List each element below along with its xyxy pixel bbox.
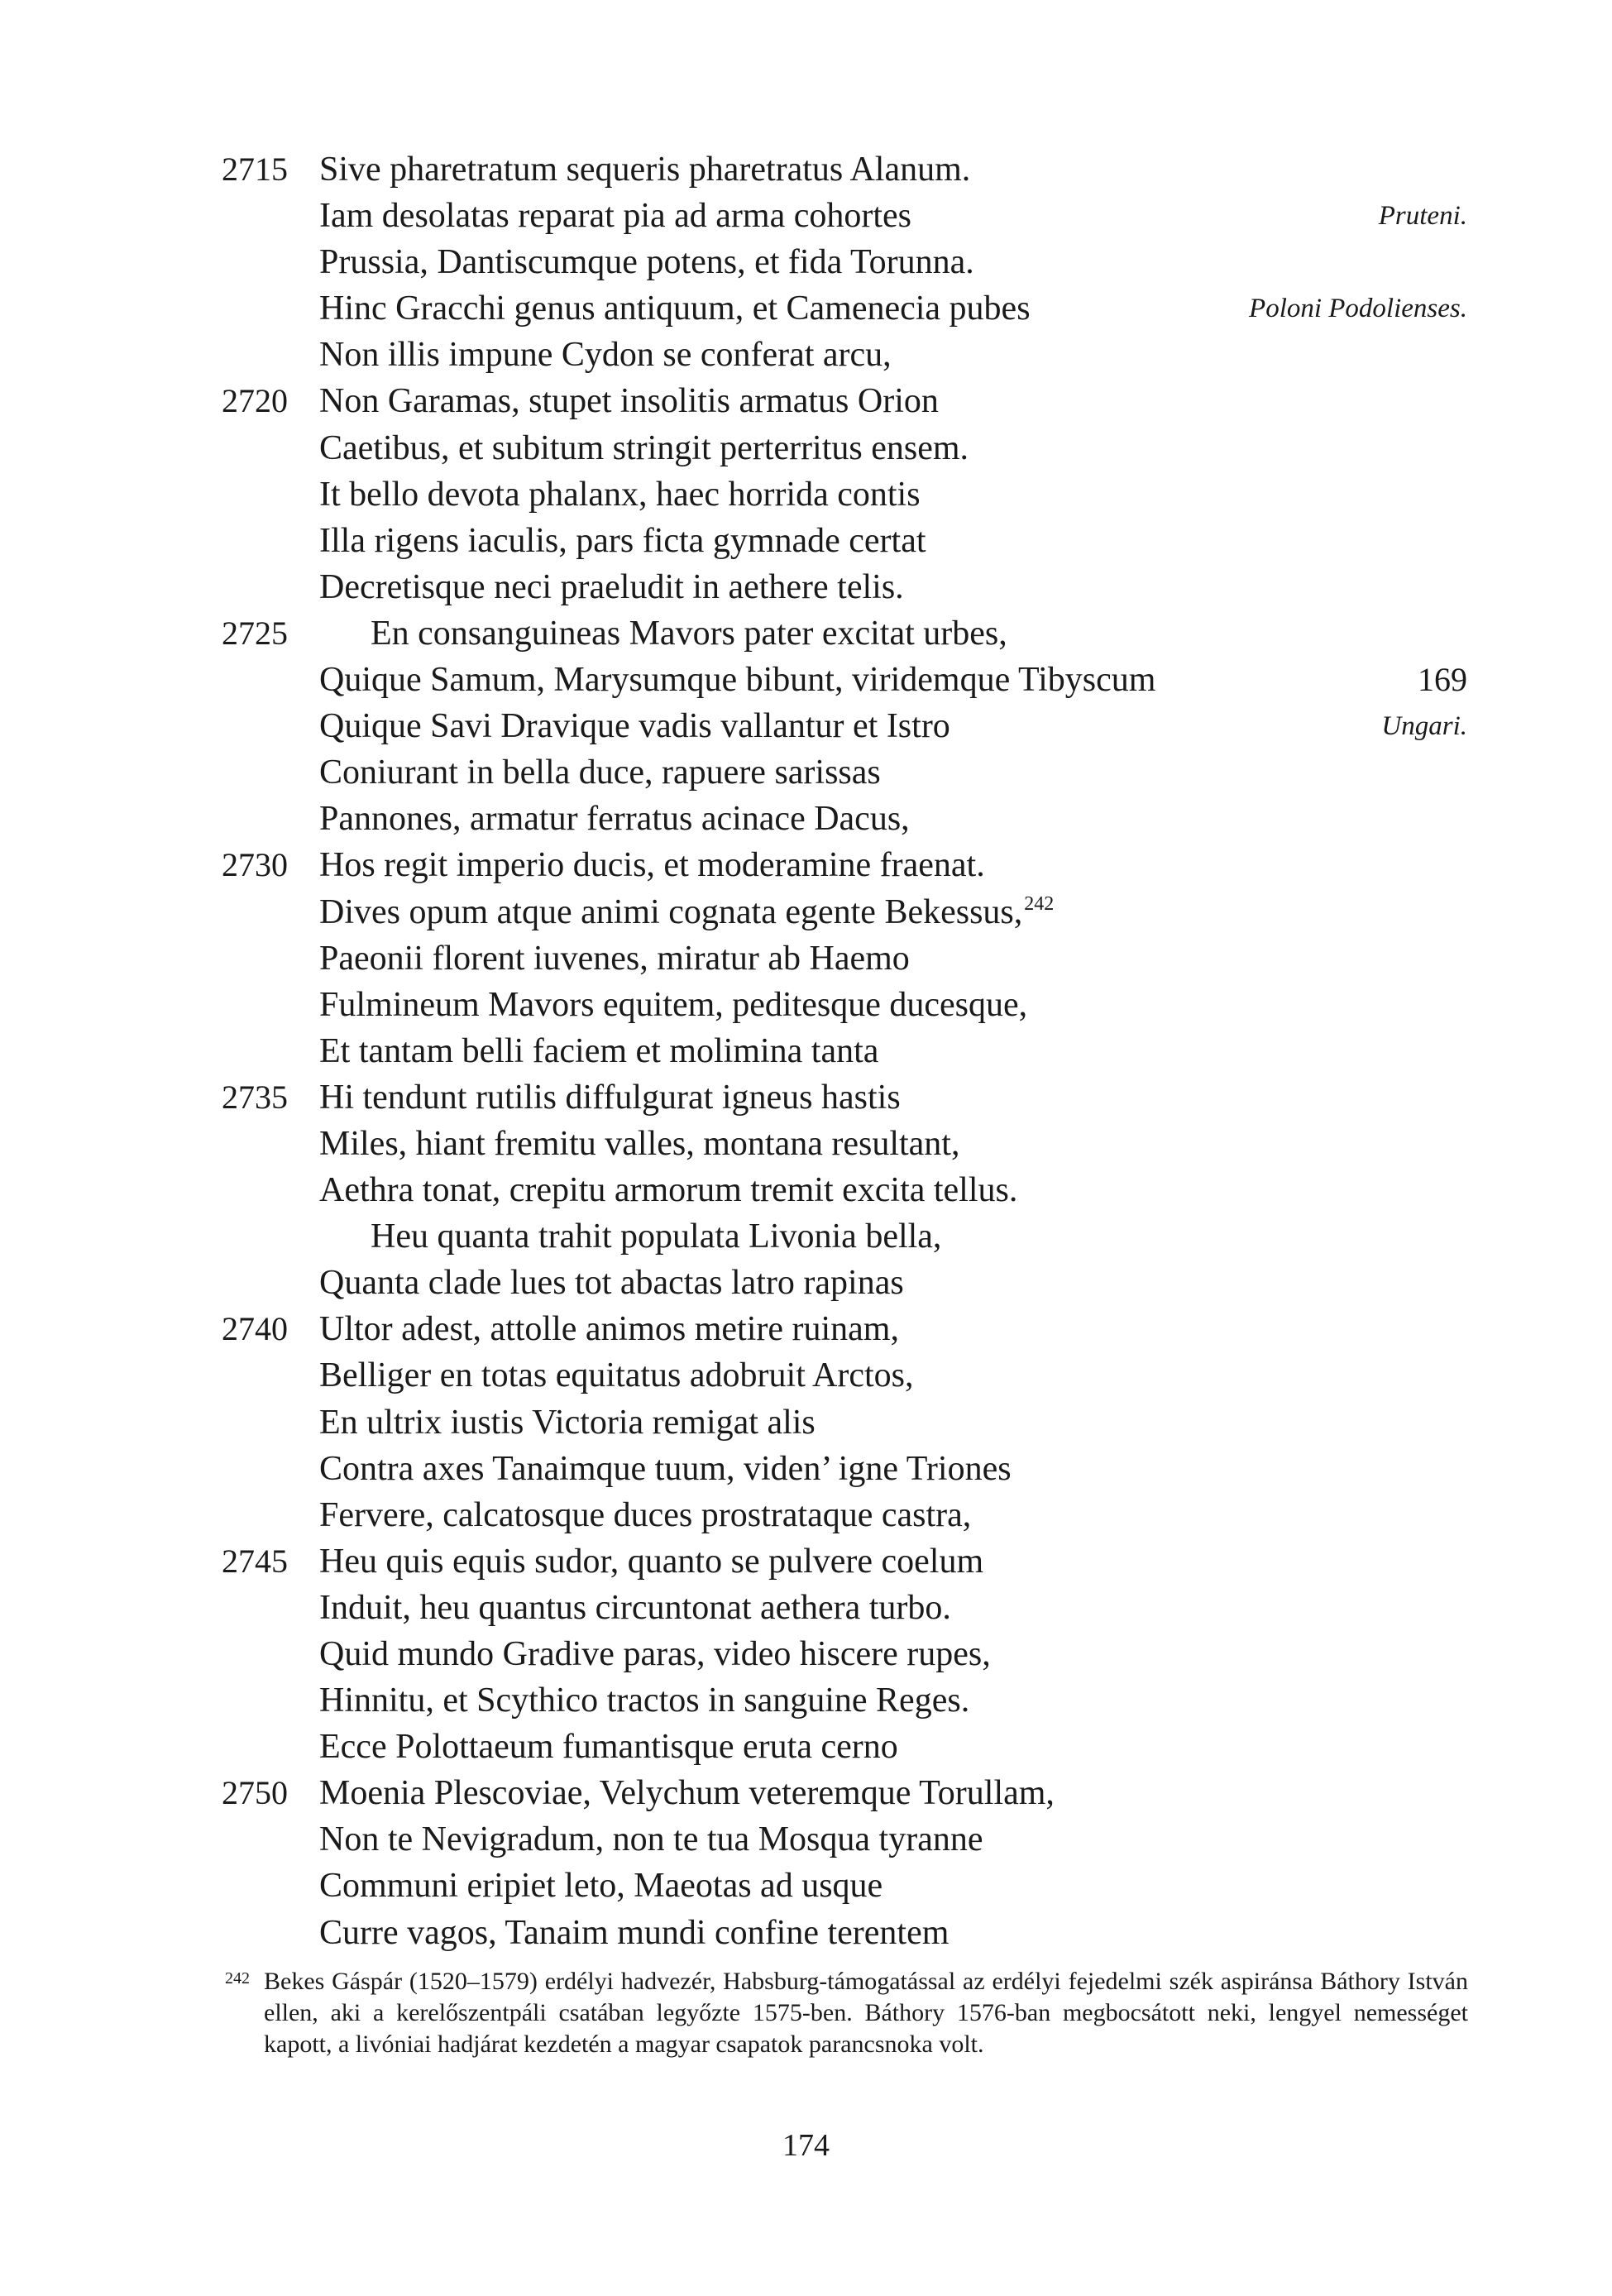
verse-text bbox=[319, 703, 950, 749]
verse-text bbox=[319, 564, 904, 610]
verse-text-content: Quique Samum, Marysumque bibunt, viridemque Tibyscum bbox=[319, 661, 1156, 700]
verse-line bbox=[0, 1121, 1612, 1167]
verse-line bbox=[0, 842, 1612, 888]
verse-text bbox=[319, 425, 969, 471]
verse-text bbox=[319, 193, 911, 239]
verse-line bbox=[0, 749, 1612, 796]
verse-text-content: Hi tendunt rutilis diffulgurat igneus hastis bbox=[319, 1078, 901, 1117]
verse-text-content: Fervere, calcatosque duces prostrataque castra, bbox=[319, 1495, 972, 1534]
verse-text-content: Moenia Plescoviae, Velychum veteremque Torullam, bbox=[319, 1774, 1055, 1813]
verse-text-content: Decretisque neci praeludit in aethere telis. bbox=[319, 567, 904, 606]
line-number: 2715 bbox=[222, 151, 288, 188]
margin-note: Ungari. bbox=[1381, 711, 1467, 742]
verse-text-content: Ultor adest, attolle animos metire ruinam, bbox=[319, 1310, 899, 1349]
verse-text bbox=[319, 1816, 983, 1863]
verse-line bbox=[0, 1399, 1612, 1446]
verse-text bbox=[371, 1213, 941, 1260]
verse-text bbox=[319, 1631, 991, 1677]
verse-text-content: Pannones, armatur ferratus acinace Dacus, bbox=[319, 800, 910, 839]
verse-line bbox=[0, 193, 1612, 239]
verse-line bbox=[0, 657, 1612, 703]
verse-line bbox=[0, 239, 1612, 285]
verse-text-content: Fulmineum Mavors equitem, peditesque ducesque, bbox=[319, 985, 1028, 1024]
verse-line bbox=[0, 1446, 1612, 1492]
verse-text bbox=[319, 1910, 949, 1956]
footnote bbox=[225, 1966, 1468, 2060]
verse-text-content: Non illis impune Cydon se conferat arcu, bbox=[319, 336, 892, 375]
verse-line bbox=[0, 1910, 1612, 1956]
verse-text bbox=[319, 749, 881, 796]
verse-line bbox=[0, 518, 1612, 564]
verse-text bbox=[319, 657, 1155, 703]
verse-text bbox=[319, 285, 1031, 332]
verse-text bbox=[319, 1352, 914, 1399]
verse-line bbox=[0, 425, 1612, 471]
verse-text bbox=[319, 1306, 899, 1352]
page-number: 174 bbox=[782, 2128, 830, 2163]
verse-line bbox=[0, 1492, 1612, 1538]
verse-text-content: Quique Savi Dravique vadis vallantur et Istro bbox=[319, 707, 950, 746]
verse-text-content: Illa rigens iaculis, pars ficta gymnade certat bbox=[319, 521, 926, 560]
verse-line bbox=[0, 1724, 1612, 1770]
verse-text-content: Curre vagos, Tanaim mundi confine terentem bbox=[319, 1913, 950, 1952]
verse-block bbox=[0, 146, 1612, 1956]
verse-line bbox=[0, 1167, 1612, 1213]
verse-text-content: Heu quanta trahit populata Livonia bella, bbox=[371, 1217, 942, 1256]
verse-line bbox=[0, 935, 1612, 982]
verse-line bbox=[0, 1770, 1612, 1816]
verse-text-content: Caetibus, et subitum stringit perterritus ensem. bbox=[319, 428, 969, 467]
verse-text bbox=[319, 796, 910, 842]
verse-text-content: Prussia, Dantiscumque potens, et fida Torunna. bbox=[319, 243, 974, 282]
verse-text-content: En ultrix iustis Victoria remigat alis bbox=[319, 1403, 816, 1442]
verse-text-content: Coniurant in bella duce, rapuere sarissas bbox=[319, 753, 881, 792]
verse-text bbox=[319, 1446, 1012, 1492]
verse-text bbox=[319, 1724, 898, 1770]
line-number: 2730 bbox=[222, 846, 288, 884]
verse-text bbox=[319, 935, 910, 982]
verse-text-content: Iam desolatas reparat pia ad arma cohortes bbox=[319, 197, 911, 236]
verse-text-content: Dives opum atque animi cognata egente Bekessus, bbox=[319, 892, 1023, 931]
verse-line bbox=[0, 1028, 1612, 1074]
verse-text bbox=[319, 518, 926, 564]
verse-line bbox=[0, 796, 1612, 842]
verse-text bbox=[319, 1399, 816, 1446]
verse-text-content: Hos regit imperio ducis, et moderamine fraenat. bbox=[319, 846, 985, 885]
verse-text-content: Heu quis equis sudor, quanto se pulvere coelum bbox=[319, 1542, 984, 1581]
verse-text-content: Non Garamas, stupet insolitis armatus Orion bbox=[319, 382, 939, 421]
verse-line bbox=[0, 146, 1612, 193]
line-number: 2740 bbox=[222, 1310, 288, 1348]
verse-line bbox=[0, 332, 1612, 378]
verse-text bbox=[319, 1538, 983, 1585]
footnote-reference[interactable]: 242 bbox=[1024, 892, 1055, 915]
verse-text-content: Hinc Gracchi genus antiquum, et Camenecia pubes bbox=[319, 289, 1031, 328]
original-page-marker: 169 bbox=[1418, 661, 1467, 699]
verse-text-content: Quid mundo Gradive paras, video hiscere rupes, bbox=[319, 1635, 991, 1673]
verse-line bbox=[0, 564, 1612, 610]
line-number: 2745 bbox=[222, 1542, 288, 1580]
footnote-number: 242 bbox=[225, 1969, 250, 1987]
verse-text-content: Et tantam belli faciem et molimina tanta bbox=[319, 1031, 879, 1070]
verse-text bbox=[319, 1028, 878, 1074]
verse-line bbox=[0, 1260, 1612, 1306]
verse-text-content: Ecce Polottaeum fumantisque eruta cerno bbox=[319, 1728, 898, 1767]
verse-line bbox=[0, 1863, 1612, 1909]
line-number: 2750 bbox=[222, 1774, 288, 1812]
verse-text bbox=[319, 982, 1027, 1028]
verse-text-content: Hinnitu, et Scythico tractos in sanguine Reges. bbox=[319, 1681, 970, 1720]
verse-line bbox=[0, 1585, 1612, 1631]
verse-line bbox=[0, 1538, 1612, 1585]
verse-text bbox=[319, 1121, 959, 1167]
margin-note: Poloni Podolienses. bbox=[1249, 294, 1467, 324]
verse-text bbox=[319, 239, 974, 285]
verse-text bbox=[319, 1074, 901, 1121]
verse-text bbox=[319, 146, 970, 193]
verse-text-content: Contra axes Tanaimque tuum, viden’ igne Triones bbox=[319, 1449, 1012, 1488]
verse-text bbox=[319, 471, 921, 518]
verse-text bbox=[319, 1677, 969, 1724]
verse-line bbox=[0, 610, 1612, 657]
verse-line bbox=[0, 1631, 1612, 1677]
verse-text-content: Sive pharetratum sequeris pharetratus Alanum. bbox=[319, 151, 971, 189]
verse-text bbox=[319, 378, 939, 424]
verse-text-content: Induit, heu quantus circuntonat aethera turbo. bbox=[319, 1588, 951, 1627]
verse-text-content: Non te Nevigradum, non te tua Mosqua tyranne bbox=[319, 1820, 983, 1859]
verse-line bbox=[0, 471, 1612, 518]
verse-line bbox=[0, 889, 1612, 935]
verse-text bbox=[319, 1167, 1017, 1213]
verse-text bbox=[319, 889, 1054, 940]
verse-line bbox=[0, 1213, 1612, 1260]
verse-text bbox=[319, 332, 892, 378]
line-number: 2735 bbox=[222, 1078, 288, 1116]
verse-text-content: Paeonii florent iuvenes, miratur ab Haemo bbox=[319, 939, 910, 978]
verse-text-content: Quanta clade lues tot abactas latro rapinas bbox=[319, 1264, 904, 1303]
verse-text-content: En consanguineas Mavors pater excitat urbes, bbox=[371, 614, 1007, 653]
verse-line bbox=[0, 1677, 1612, 1724]
verse-text-content: Belliger en totas equitatus adobruit Arctos, bbox=[319, 1356, 914, 1395]
verse-line bbox=[0, 285, 1612, 332]
verse-text bbox=[319, 1585, 951, 1631]
margin-note: Pruteni. bbox=[1378, 201, 1467, 232]
verse-text-content: It bello devota phalanx, haec horrida contis bbox=[319, 475, 921, 514]
verse-line bbox=[0, 703, 1612, 749]
verse-line bbox=[0, 982, 1612, 1028]
verse-text bbox=[319, 1260, 904, 1306]
verse-text-content: Communi eripiet leto, Maeotas ad usque bbox=[319, 1867, 883, 1906]
verse-text bbox=[319, 1863, 883, 1909]
verse-text bbox=[319, 1492, 971, 1538]
verse-text-content: Miles, hiant fremitu valles, montana resultant, bbox=[319, 1124, 960, 1163]
verse-line bbox=[0, 1074, 1612, 1121]
verse-text bbox=[371, 610, 1007, 657]
footnote-text: Bekes Gáspár (1520–1579) erdélyi hadvezér, Habsburg-támogatással az erdélyi fejedelmi szék aspiránsa Báthory István ellen, aki a kerelőszentpáli csatában legyőzte 1575-ben. Báthory 1576-ban megbocsátott neki, lengyel nemességet kapott, a livóniai hadjárat kezdetén a magyar csapatok parancsnoka volt. bbox=[264, 1968, 1468, 2058]
line-number: 2725 bbox=[222, 614, 288, 652]
verse-text bbox=[319, 1770, 1055, 1816]
verse-line bbox=[0, 1352, 1612, 1399]
verse-line bbox=[0, 1306, 1612, 1352]
line-number: 2720 bbox=[222, 382, 288, 420]
verse-line bbox=[0, 1816, 1612, 1863]
verse-line bbox=[0, 378, 1612, 424]
verse-text bbox=[319, 842, 985, 888]
verse-text-content: Aethra tonat, crepitu armorum tremit excita tellus. bbox=[319, 1171, 1018, 1210]
